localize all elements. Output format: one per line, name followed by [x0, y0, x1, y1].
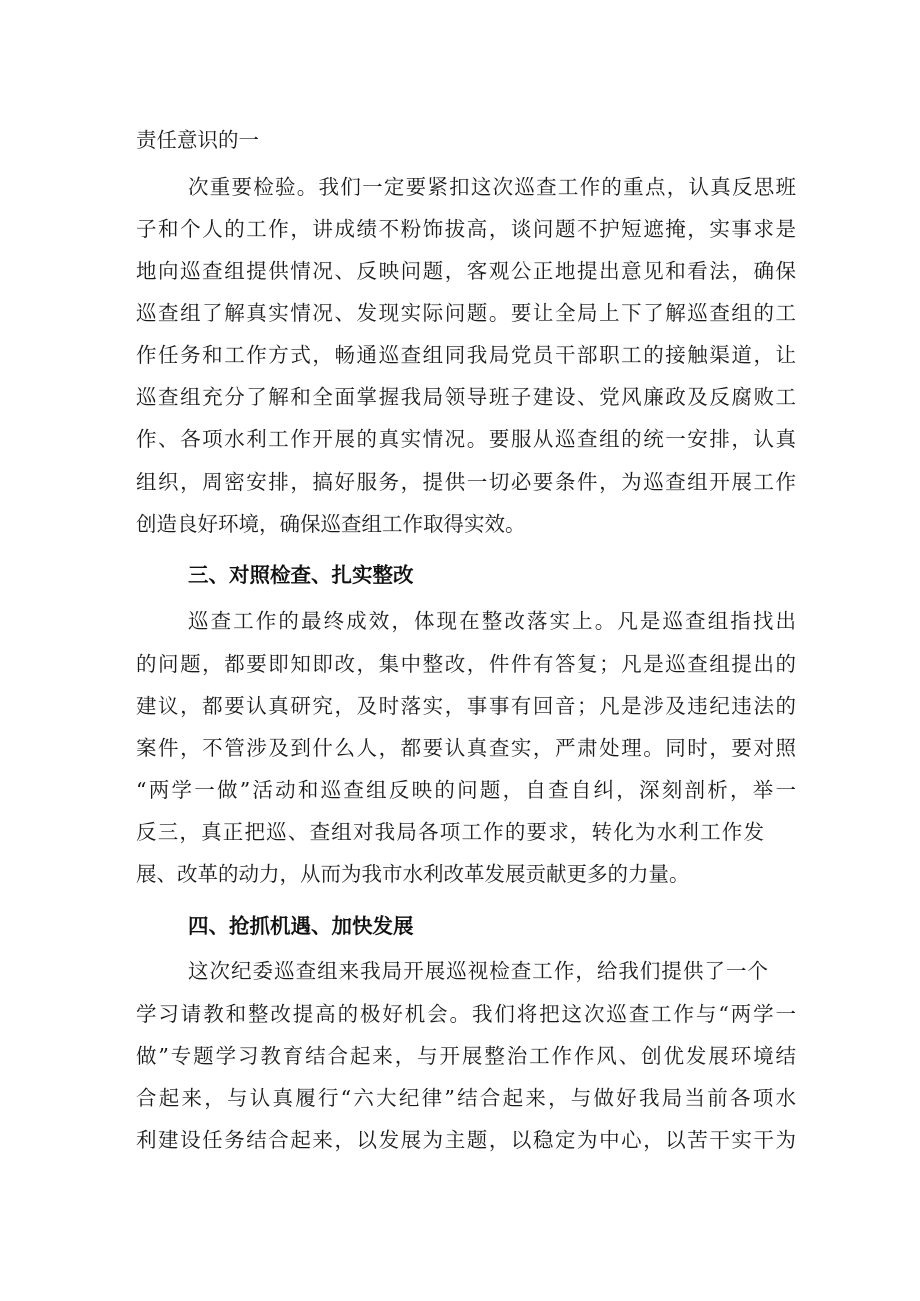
- text-line-23: 合起来，与认真履行“六大纪律”结合起来，与做好我局当前各项水: [136, 1086, 796, 1110]
- text-line-24: 利建设任务结合起来，以发展为主题，以稳定为中心，以苦干实干为: [136, 1128, 796, 1152]
- paragraph-start-line: 巡查工作的最终成效，体现在整改落实上。凡是巡查组指找出: [188, 609, 796, 633]
- text-line-13: 的问题，都要即知即改，集中整改，件件有答复；凡是巡查组提出的: [136, 652, 796, 676]
- text-line-22: 做”专题学习教育结合起来，与开展整治工作作风、创优发展环境结: [136, 1044, 796, 1068]
- section-heading-4: 四、抢抓机遇、加快发展: [188, 914, 414, 938]
- text-line-17: 反三，真正把巡、查组对我局各项工作的要求，转化为水利工作发: [136, 820, 764, 844]
- text-line-3: 子和个人的工作，讲成绩不粉饰拔高，谈问题不护短遮掩，实事求是: [136, 217, 796, 241]
- text-line-21: 学习请教和整改提高的极好机会。我们将把这次巡查工作与“两学一: [136, 1002, 796, 1026]
- text-line-6: 作任务和工作方式，畅通巡查组同我局党员干部职工的接触渠道，让: [136, 343, 796, 367]
- text-line-14: 建议，都要认真研究，及时落实，事事有回音；凡是涉及违纪违法的: [136, 694, 796, 718]
- text-line-5: 巡查组了解真实情况、发现实际问题。要让全局上下了解巡查组的工: [136, 301, 796, 325]
- paragraph-start-line: 这次纪委巡查组来我局开展巡视检查工作，给我们提供了一个: [188, 959, 768, 983]
- text-line-10: 创造良好环境，确保巡查组工作取得实效。: [136, 512, 526, 536]
- text-line-8: 作、各项水利工作开展的真实情况。要服从巡查组的统一安排，认真: [136, 427, 796, 451]
- text-line-16: “两学一做”活动和巡查组反映的问题，自查自纠，深刻剖析，举一: [136, 778, 796, 802]
- text-line-9: 组织，周密安排，搞好服务，提供一切必要条件，为巡查组开展工作: [136, 470, 796, 494]
- paragraph-start-line: 次重要检验。我们一定要紧扣这次巡查工作的重点，认真反思班: [188, 175, 796, 199]
- text-line-1: 责任意识的一: [136, 128, 259, 152]
- section-heading-3: 三、对照检查、扎实整改: [188, 563, 414, 587]
- text-line-4: 地向巡查组提供情况、反映问题，客观公正地提出意见和看法，确保: [136, 259, 796, 283]
- text-line-15: 案件，不管涉及到什么人，都要认真查实，严肃处理。同时，要对照: [136, 736, 796, 760]
- text-line-7: 巡查组充分了解和全面掌握我局领导班子建设、党风廉政及反腐败工: [136, 385, 796, 409]
- text-line-18: 展、改革的动力，从而为我市水利改革发展贡献更多的力量。: [136, 862, 690, 886]
